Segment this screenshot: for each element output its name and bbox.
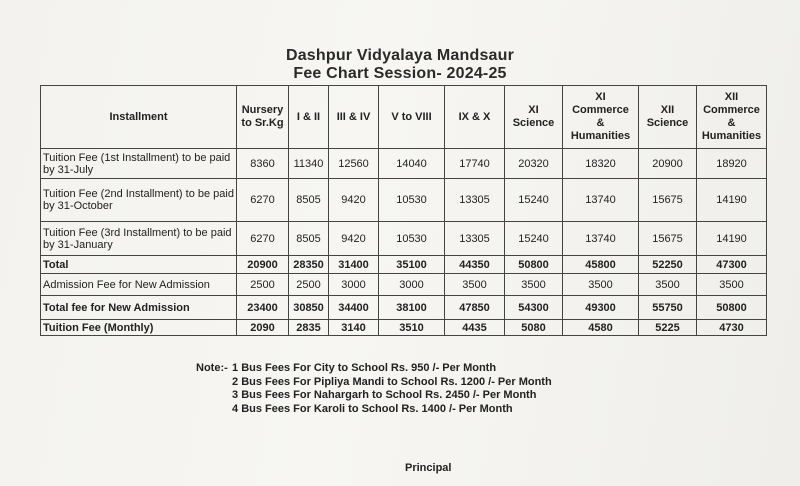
header-xi-commerce: XI Commerce & Humanities (563, 86, 639, 149)
fee-cell: 47300 (697, 256, 767, 274)
fee-cell: 3500 (697, 274, 767, 296)
row-label: Total (41, 256, 237, 274)
fee-cell: 17740 (445, 149, 505, 179)
row-label: Tuition Fee (Monthly) (41, 320, 237, 336)
fee-cell: 8360 (237, 149, 289, 179)
fee-cell: 4435 (445, 320, 505, 336)
fee-cell: 10530 (379, 179, 445, 222)
fee-cell: 38100 (379, 296, 445, 320)
header-class-1-2: I & II (289, 86, 329, 149)
header-xi-science: XI Science (505, 86, 563, 149)
fee-cell: 14190 (697, 222, 767, 256)
header-class-9-10: IX & X (445, 86, 505, 149)
fee-cell: 14040 (379, 149, 445, 179)
table-row (41, 296, 767, 320)
header-nursery: Nursery to Sr.Kg (237, 86, 289, 149)
note-number: 2 (232, 375, 239, 388)
fee-cell: 9420 (329, 222, 379, 256)
fee-cell: 2090 (237, 320, 289, 336)
fee-cell: 50800 (505, 256, 563, 274)
fee-cell: 20900 (639, 149, 697, 179)
fee-cell: 3500 (445, 274, 505, 296)
fee-cell: 8505 (289, 222, 329, 256)
fee-cell: 10530 (379, 222, 445, 256)
fee-cell: 20320 (505, 149, 563, 179)
note-text: Bus Fees For Nahargarh to School Rs. 2450 /- Per Month (241, 389, 537, 401)
fee-cell: 3500 (505, 274, 563, 296)
session-title: Fee Chart Session- 2024-25 (293, 65, 507, 82)
fee-cell: 49300 (563, 296, 639, 320)
header-xii-commerce: XII Commerce & Humanities (697, 86, 767, 149)
fee-cell: 18920 (697, 149, 767, 179)
fee-cell: 6270 (237, 179, 289, 222)
note-number: 4 (232, 402, 239, 415)
fee-cell: 15240 (505, 222, 563, 256)
note-item (196, 376, 552, 390)
fee-cell: 55750 (639, 296, 697, 320)
notes-section (196, 362, 552, 416)
fee-cell: 4730 (697, 320, 767, 336)
fee-cell: 15240 (505, 179, 563, 222)
fee-cell: 14190 (697, 179, 767, 222)
fee-cell: 3000 (329, 274, 379, 296)
fee-cell: 50800 (697, 296, 767, 320)
row-label: Tuition Fee (1st Installment) to be paid by 31-July (41, 149, 237, 179)
fee-table (40, 85, 767, 336)
fee-cell: 31400 (329, 256, 379, 274)
table-row (41, 179, 767, 222)
fee-cell: 52250 (639, 256, 697, 274)
fee-cell: 54300 (505, 296, 563, 320)
fee-cell: 13305 (445, 179, 505, 222)
fee-cell: 28350 (289, 256, 329, 274)
fee-cell: 9420 (329, 179, 379, 222)
fee-cell: 3510 (379, 320, 445, 336)
fee-cell: 12560 (329, 149, 379, 179)
note-text: Bus Fees For Karoli to School Rs. 1400 /- Per Month (241, 402, 513, 415)
note-prefix: Note:- (196, 362, 228, 374)
fee-cell: 15675 (639, 222, 697, 256)
fee-cell: 3000 (379, 274, 445, 296)
note-item (196, 403, 552, 417)
fee-cell: 11340 (289, 149, 329, 179)
row-label: Tuition Fee (2nd Installment) to be paid by 31-October (41, 179, 237, 222)
note-item (196, 389, 552, 403)
fee-cell: 6270 (237, 222, 289, 256)
table-row (41, 256, 767, 274)
principal-signature: Principal (405, 462, 452, 474)
fee-cell: 34400 (329, 296, 379, 320)
fee-cell: 2500 (237, 274, 289, 296)
header-xii-science: XII Science (639, 86, 697, 149)
note-item (196, 362, 552, 376)
row-label: Total fee for New Admission (41, 296, 237, 320)
note-number: 1 (232, 362, 239, 374)
fee-cell: 4580 (563, 320, 639, 336)
fee-cell: 5080 (505, 320, 563, 336)
fee-cell: 3500 (563, 274, 639, 296)
fee-cell: 5225 (639, 320, 697, 336)
row-label: Tuition Fee (3rd Installment) to be paid by 31-January (41, 222, 237, 256)
note-text: Bus Fees For City to School Rs. 950 /- Per Month (241, 362, 497, 374)
fee-cell: 18320 (563, 149, 639, 179)
table-header-row (41, 86, 767, 149)
fee-cell: 45800 (563, 256, 639, 274)
fee-cell: 13740 (563, 222, 639, 256)
table-row (41, 149, 767, 179)
header-installment: Installment (41, 86, 237, 149)
fee-cell: 2835 (289, 320, 329, 336)
fee-cell: 13740 (563, 179, 639, 222)
fee-cell: 8505 (289, 179, 329, 222)
table-row (41, 222, 767, 256)
note-text: Bus Fees For Pipliya Mandi to School Rs. 1200 /- Per Month (241, 375, 552, 388)
table-row (41, 320, 767, 336)
row-label: Admission Fee for New Admission (41, 274, 237, 296)
fee-cell: 15675 (639, 179, 697, 222)
fee-cell: 3140 (329, 320, 379, 336)
fee-cell: 47850 (445, 296, 505, 320)
fee-cell: 23400 (237, 296, 289, 320)
fee-cell: 2500 (289, 274, 329, 296)
note-number: 3 (232, 389, 239, 401)
fee-cell: 13305 (445, 222, 505, 256)
header-class-3-4: III & IV (329, 86, 379, 149)
fee-cell: 30850 (289, 296, 329, 320)
header-class-5-8: V to VIII (379, 86, 445, 149)
fee-cell: 35100 (379, 256, 445, 274)
school-name: Dashpur Vidyalaya Mandsaur (285, 47, 515, 64)
fee-cell: 44350 (445, 256, 505, 274)
table-row (41, 274, 767, 296)
fee-cell: 3500 (639, 274, 697, 296)
fee-cell: 20900 (237, 256, 289, 274)
fee-table-body (41, 149, 767, 336)
